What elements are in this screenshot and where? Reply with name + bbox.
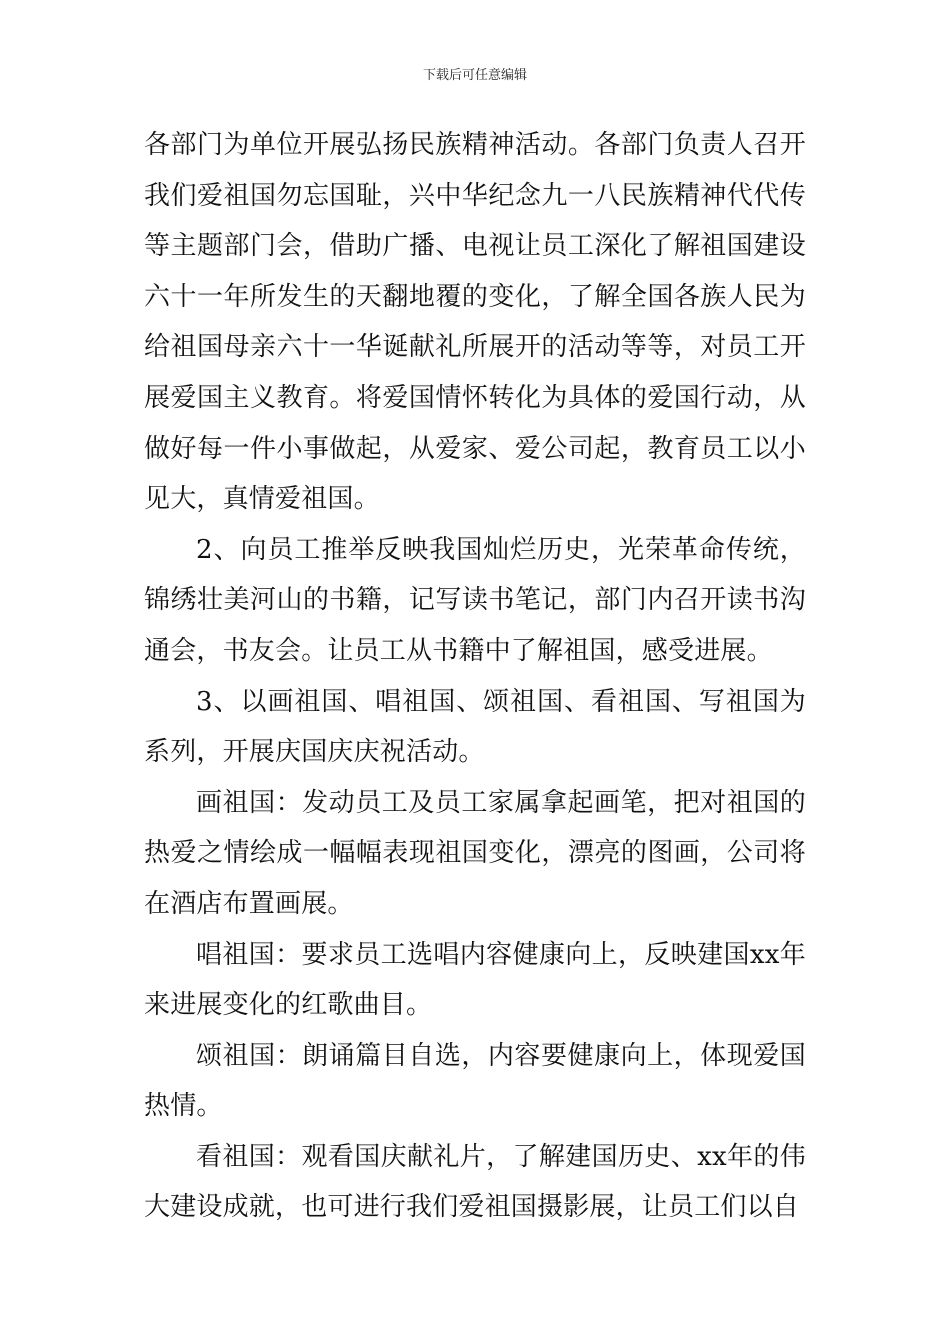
paragraph-2: 2、向员工推举反映我国灿烂历史，光荣革命传统，锦绣壮美河山的书籍，记写读书笔记，部门内召开读书沟通会，书友会。让员工从书籍中了解祖国，感受进展。 — [144, 534, 806, 666]
document-body — [144, 120, 806, 1233]
paragraph-4: 画祖国：发动员工及员工家属拿起画笔，把对祖国的热爱之情绘成一幅幅表现祖国变化，漂亮的图画，公司将在酒店布置画展。 — [144, 787, 806, 919]
paragraph-5: 唱祖国：要求员工选唱内容健康向上，反映建国xx年来进展变化的红歌曲目。 — [144, 939, 806, 1021]
paragraph-3: 3、以画祖国、唱祖国、颂祖国、看祖国、写祖国为系列，开展庆国庆庆祝活动。 — [144, 686, 806, 768]
paragraph-1: 各部门为单位开展弘扬民族精神活动。各部门负责人召开我们爱祖国勿忘国耻，兴中华纪念九一八民族精神代代传等主题部门会，借助广播、电视让员工深化了解祖国建设六十一年所发生的天翻地覆的变化，了解全国各族人民为给祖国母亲六十一华诞献礼所展开的活动等等，对员工开展爱国主义教育。将爱国情怀转化为具体的爱国行动，从做好每一件小事做起，从爱家、爱公司起，教育员工以小见大，真情爱祖国。 — [144, 130, 806, 515]
page-header: 下载后可任意编辑 — [422, 68, 527, 83]
paragraph-6: 颂祖国：朗诵篇目自选，内容要健康向上，体现爱国热情。 — [144, 1040, 806, 1122]
paragraph-7: 看祖国：观看国庆献礼片，了解建国历史、xx年的伟大建设成就，也可进行我们爱祖国摄影展，让员工们以自 — [144, 1141, 806, 1223]
